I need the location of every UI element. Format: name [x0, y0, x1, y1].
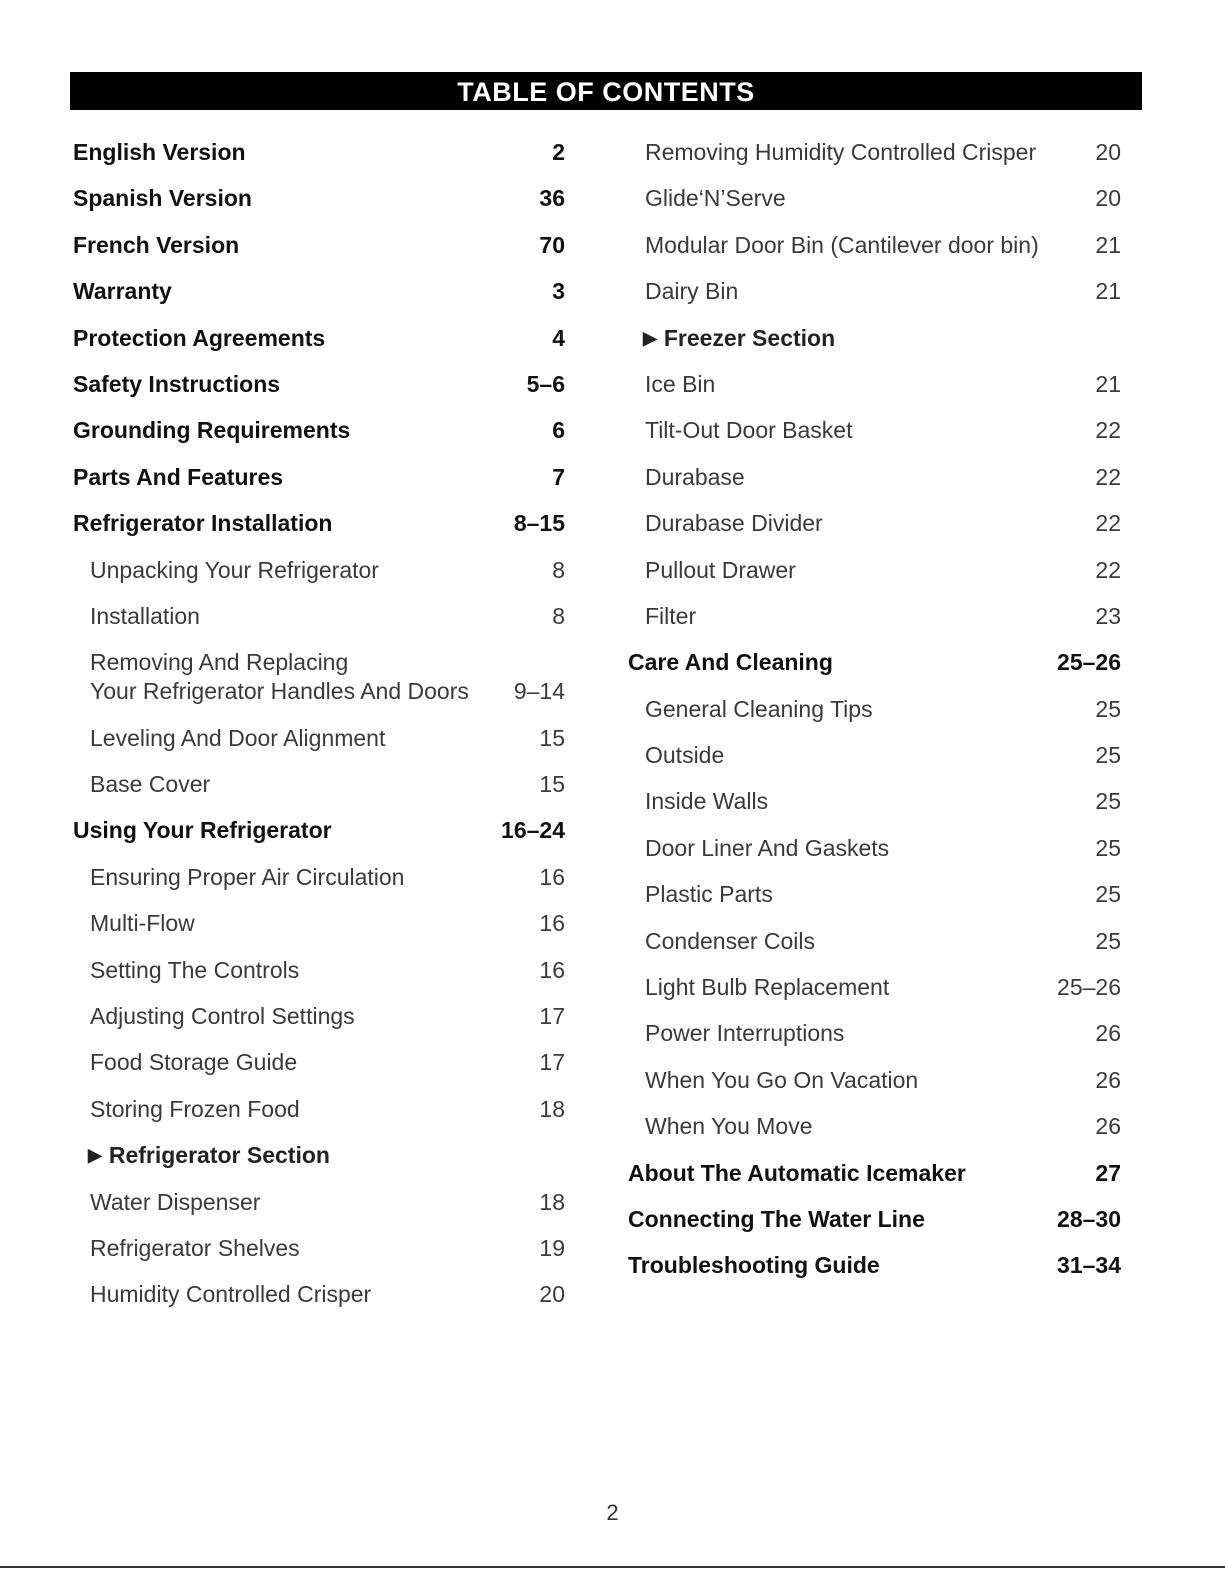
toc-entry-text: Durabase [645, 463, 745, 490]
toc-entry-page: 26 [1095, 1066, 1121, 1093]
toc-entry-about-the-automatic-icemaker [628, 1159, 1121, 1188]
toc-entry-text: Leveling And Door Alignment [90, 724, 386, 751]
toc-entry-text: Adjusting Control Settings [90, 1003, 355, 1030]
toc-entry-text: Plastic Parts [645, 881, 773, 908]
toc-entry-label [73, 509, 502, 538]
toc-entry-label [645, 556, 1083, 585]
toc-entry-text: Refrigerator Installation [73, 510, 333, 537]
toc-entry-text: When You Move [645, 1113, 813, 1140]
toc-entry-text: Food Storage Guide [90, 1049, 298, 1076]
toc-entry-durabase-divider [628, 509, 1121, 538]
toc-entry-label [90, 648, 502, 706]
toc-entry-text: French Version [73, 231, 240, 258]
toc-entry-label [645, 973, 1045, 1002]
toc-entry-protection-agreements [73, 324, 565, 353]
toc-entry-warranty [73, 277, 565, 306]
toc-entry-dairy-bin [628, 277, 1121, 306]
toc-entry-label [90, 1280, 527, 1309]
toc-entry-page: 28–30 [1057, 1205, 1121, 1232]
toc-entry-storing-frozen-food [73, 1095, 565, 1124]
toc-entry-label [90, 1095, 527, 1124]
toc-entry-text: Freezer Section [663, 324, 836, 351]
toc-entry-filter [628, 602, 1121, 631]
toc-entry-page: 23 [1095, 602, 1121, 629]
toc-entry-removing-and-replacing-your-refrigerator-handles-and-doors [73, 648, 565, 706]
toc-entry-text: Removing And Replacing Your Refrigerator Handles And Doors [90, 649, 469, 705]
toc-entry-page: 27 [1095, 1159, 1121, 1186]
toc-entry-label [73, 184, 527, 213]
toc-entry-text: Durabase Divider [645, 510, 823, 537]
toc-entry-label [90, 863, 527, 892]
toc-entry-label [645, 184, 1083, 213]
toc-entry-page: 26 [1095, 1113, 1121, 1140]
toc-entry-label [73, 138, 540, 167]
toc-entry-page: 8–15 [513, 510, 565, 537]
toc-entry-text: Setting The Controls [90, 956, 300, 983]
toc-entry-text: Unpacking Your Refrigerator [90, 556, 379, 583]
toc-entry-text: When You Go On Vacation [645, 1066, 919, 1093]
toc-entry-label [645, 834, 1083, 863]
toc-entry-text: Refrigerator Section [108, 1142, 330, 1169]
toc-entry-label [73, 324, 540, 353]
toc-entry-text: Refrigerator Shelves [90, 1234, 300, 1261]
toc-entry-text: Protection Agreements [73, 324, 326, 351]
toc-entry-setting-the-controls [73, 956, 565, 985]
toc-entry-page: 17 [539, 1003, 565, 1030]
toc-entry-page: 22 [1095, 510, 1121, 537]
toc-entry-page: 25 [1095, 788, 1121, 815]
toc-entry-page: 20 [539, 1281, 565, 1308]
toc-entry-page: 18 [539, 1188, 565, 1215]
toc-entry-page: 31–34 [1057, 1252, 1121, 1279]
toc-entry-label [88, 1141, 553, 1170]
toc-entry-page: 16 [539, 863, 565, 890]
toc-entry-text: Outside [645, 742, 725, 769]
toc-entry-page: 4 [552, 324, 565, 351]
toc-entry-label [645, 741, 1083, 770]
toc-entry-page: 17 [539, 1049, 565, 1076]
toc-entry-text: Modular Door Bin (Cantilever door bin) [645, 231, 1039, 258]
toc-entry-text: Power Interruptions [645, 1020, 845, 1047]
toc-entry-text: Dairy Bin [645, 278, 739, 305]
toc-entry-condenser-coils [628, 927, 1121, 956]
toc-entry-multi-flow [73, 909, 565, 938]
toc-entry-text: Spanish Version [73, 185, 252, 212]
toc-entry-glide-n-serve [628, 184, 1121, 213]
toc-entry-page: 20 [1095, 185, 1121, 212]
page-title: TABLE OF CONTENTS [70, 72, 1142, 110]
toc-entry-text: Installation [90, 602, 200, 629]
toc-entry-label [645, 602, 1083, 631]
toc-entry-page: 36 [539, 185, 565, 212]
toc-entry-label [645, 880, 1083, 909]
toc-entry-text: Care And Cleaning [628, 649, 833, 676]
toc-entry-page: 5–6 [526, 370, 565, 397]
toc-entry-label [645, 1019, 1083, 1048]
toc-entry-safety-instructions [73, 370, 565, 399]
toc-entry-page: 25–26 [1057, 649, 1121, 676]
toc-entry-freezer-section [628, 324, 1121, 353]
toc-entry-label [73, 816, 489, 845]
toc-right-column [628, 138, 1121, 1298]
toc-entry-text: English Version [73, 139, 246, 165]
toc-entry-text: Ensuring Proper Air Circulation [90, 863, 405, 890]
toc-entry-label [645, 370, 1083, 399]
toc-entry-text: Pullout Drawer [645, 556, 796, 583]
toc-entry-page: 25 [1095, 881, 1121, 908]
toc-entry-unpacking-your-refrigerator [73, 556, 565, 585]
toc-entry-english-version [73, 138, 565, 167]
toc-entry-label [645, 1112, 1083, 1141]
toc-entry-page: 16 [539, 910, 565, 937]
toc-entry-when-you-move [628, 1112, 1121, 1141]
toc-entry-page: 26 [1095, 1020, 1121, 1047]
toc-entry-troubleshooting-guide [628, 1251, 1121, 1280]
toc-entry-label [73, 463, 540, 492]
toc-entry-connecting-the-water-line [628, 1205, 1121, 1234]
toc-entry-label [628, 1205, 1045, 1234]
toc-entry-label [628, 648, 1045, 677]
toc-entry-base-cover [73, 770, 565, 799]
toc-entry-label [90, 1002, 527, 1031]
toc-entry-page: 6 [552, 417, 565, 444]
toc-entry-label [90, 556, 540, 585]
toc-entry-label [645, 787, 1083, 816]
toc-entry-label [628, 1159, 1083, 1188]
triangle-right-icon: ▶ [88, 1145, 102, 1166]
toc-entry-label [90, 909, 527, 938]
toc-entry-page: 16 [539, 956, 565, 983]
toc-entry-label [90, 1048, 527, 1077]
toc-entry-label [645, 1066, 1083, 1095]
toc-entry-text: Warranty [73, 278, 172, 305]
toc-entry-page: 16–24 [501, 817, 565, 844]
toc-entry-humidity-controlled-crisper [73, 1280, 565, 1309]
toc-entry-modular-door-bin-cantilever-door-bin [628, 231, 1121, 260]
toc-entry-text: Tilt-Out Door Basket [645, 417, 853, 444]
page-number: 2 [606, 1500, 619, 1525]
toc-entry-label [73, 370, 515, 399]
toc-entry-page: 7 [552, 463, 565, 490]
toc-entry-label [90, 724, 527, 753]
toc-entry-care-and-cleaning [628, 648, 1121, 677]
toc-entry-label [645, 509, 1083, 538]
toc-entry-page: 15 [539, 771, 565, 798]
toc-entry-label [73, 416, 540, 445]
toc-entry-label [645, 416, 1083, 445]
toc-entry-label [90, 1234, 527, 1263]
toc-entry-label [628, 1251, 1045, 1280]
toc-entry-light-bulb-replacement [628, 973, 1121, 1002]
toc-entry-general-cleaning-tips [628, 695, 1121, 724]
toc-entry-pullout-drawer [628, 556, 1121, 585]
toc-entry-plastic-parts [628, 880, 1121, 909]
toc-entry-page: 22 [1095, 463, 1121, 490]
toc-entry-installation [73, 602, 565, 631]
toc-left-column [73, 138, 565, 1327]
toc-entry-leveling-and-door-alignment [73, 724, 565, 753]
toc-entry-ice-bin [628, 370, 1121, 399]
toc-entry-text: Light Bulb Replacement [645, 974, 890, 1001]
toc-entry-text: Filter [645, 602, 697, 629]
toc-entry-door-liner-and-gaskets [628, 834, 1121, 863]
toc-entry-when-you-go-on-vacation [628, 1066, 1121, 1095]
toc-entry-page: 3 [552, 278, 565, 305]
toc-entry-page: 25 [1095, 695, 1121, 722]
toc-entry-text: Using Your Refrigerator [73, 817, 332, 844]
toc-entry-page: 21 [1095, 231, 1121, 258]
toc-entry-parts-and-features [73, 463, 565, 492]
toc-entry-label [645, 695, 1083, 724]
toc-entry-text: Door Liner And Gaskets [645, 834, 890, 861]
toc-entry-text: Connecting The Water Line [628, 1205, 925, 1232]
bottom-rule [0, 1566, 1225, 1568]
toc-entry-page: 22 [1095, 417, 1121, 444]
toc-entry-adjusting-control-settings [73, 1002, 565, 1031]
toc-entry-text: Multi-Flow [90, 910, 195, 937]
toc-entry-power-interruptions [628, 1019, 1121, 1048]
toc-entry-spanish-version [73, 184, 565, 213]
toc-entry-inside-walls [628, 787, 1121, 816]
toc-entry-label [645, 927, 1083, 956]
toc-entry-page: 70 [539, 231, 565, 258]
toc-entry-using-your-refrigerator [73, 816, 565, 845]
toc-entry-label [645, 463, 1083, 492]
toc-entry-page: 18 [539, 1095, 565, 1122]
toc-entry-label [645, 277, 1083, 306]
toc-entry-label [73, 231, 527, 260]
toc-entry-text: About The Automatic Icemaker [628, 1159, 966, 1186]
toc-entry-page: 8 [552, 556, 565, 583]
toc-entry-label [645, 138, 1083, 167]
toc-entry-text: Glide‘N’Serve [645, 185, 786, 212]
triangle-right-icon: ▶ [643, 327, 657, 348]
toc-entry-page: 20 [1095, 139, 1121, 165]
toc-entry-outside [628, 741, 1121, 770]
toc-entry-text: Removing Humidity Controlled Crisper [645, 139, 1037, 165]
toc-entry-label [90, 770, 527, 799]
toc-entry-page: 21 [1095, 278, 1121, 305]
toc-entry-page: 8 [552, 602, 565, 629]
toc-entry-page: 2 [552, 139, 565, 165]
toc-entry-text: Storing Frozen Food [90, 1095, 300, 1122]
toc-entry-tilt-out-door-basket [628, 416, 1121, 445]
toc-entry-durabase [628, 463, 1121, 492]
toc-entry-refrigerator-installation [73, 509, 565, 538]
toc-entry-label [645, 231, 1083, 260]
toc-entry-page: 25 [1095, 927, 1121, 954]
toc-entry-page: 9–14 [513, 678, 565, 705]
toc-entry-text: Safety Instructions [73, 370, 281, 397]
toc-entry-text: Condenser Coils [645, 927, 816, 954]
toc-entry-label [90, 1188, 527, 1217]
toc-entry-label [643, 324, 1109, 353]
toc-entry-french-version [73, 231, 565, 260]
toc-entry-label [90, 602, 540, 631]
toc-entry-label [73, 277, 540, 306]
toc-entry-page: 21 [1095, 370, 1121, 397]
toc-entry-removing-humidity-controlled-crisper [628, 138, 1121, 167]
toc-entry-label [90, 956, 527, 985]
toc-entry-food-storage-guide [73, 1048, 565, 1077]
toc-entry-text: General Cleaning Tips [645, 695, 873, 722]
toc-entry-grounding-requirements [73, 416, 565, 445]
toc-entry-text: Base Cover [90, 771, 211, 798]
toc-entry-text: Troubleshooting Guide [628, 1252, 880, 1279]
toc-entry-page: 19 [539, 1234, 565, 1261]
toc-entry-text: Humidity Controlled Crisper [90, 1281, 372, 1308]
toc-entry-page: 25 [1095, 742, 1121, 769]
toc-entry-page: 25 [1095, 834, 1121, 861]
toc-entry-water-dispenser [73, 1188, 565, 1217]
toc-entry-text: Ice Bin [645, 370, 716, 397]
toc-entry-text: Parts And Features [73, 463, 284, 490]
toc-entry-text: Grounding Requirements [73, 417, 351, 444]
toc-entry-text: Water Dispenser [90, 1188, 261, 1215]
toc-entry-refrigerator-section [73, 1141, 565, 1170]
toc-entry-page: 22 [1095, 556, 1121, 583]
toc-entry-ensuring-proper-air-circulation [73, 863, 565, 892]
toc-entry-page: 25–26 [1057, 974, 1121, 1001]
toc-entry-page: 15 [539, 724, 565, 751]
toc-entry-text: Inside Walls [645, 788, 769, 815]
toc-entry-refrigerator-shelves [73, 1234, 565, 1263]
